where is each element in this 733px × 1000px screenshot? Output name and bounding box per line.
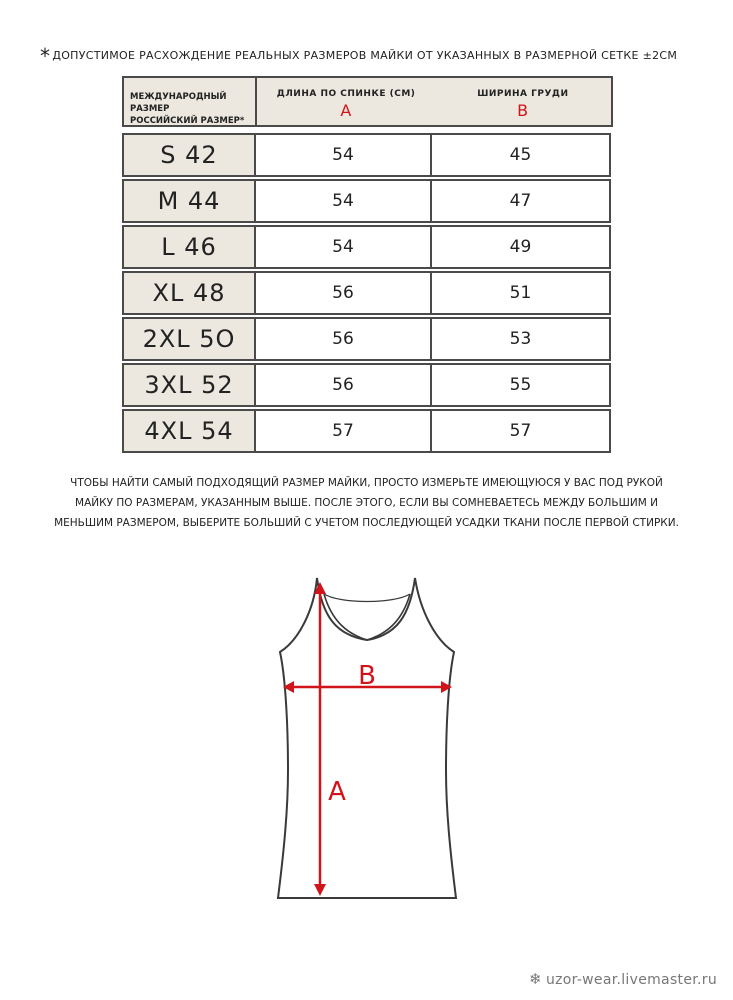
table-header — [122, 76, 613, 127]
header-size-cell — [124, 78, 257, 125]
instructions-line: МЕНЬШИМ РАЗМЕРОМ, ВЫБЕРИТЕ БОЛЬШИЙ С УЧЕТОМ ПОСЛЕДУЮЩЕЙ УСАДКИ ТКАНИ ПОСЛЕ ПЕРВОЙ СТИРКИ. — [54, 517, 679, 529]
header-chest-label: ШИРИНА ГРУДИ — [477, 89, 569, 99]
table-row — [122, 225, 613, 271]
watermark-text: uzor-wear.livemaster.ru — [545, 972, 717, 988]
header-chest-letter: B — [517, 101, 529, 120]
chest-cell: 53 — [430, 317, 611, 361]
label-a: A — [328, 777, 346, 807]
table-row — [122, 363, 613, 409]
size-cell: 4XL 54 — [122, 409, 256, 453]
chest-cell: 55 — [430, 363, 611, 407]
table-row — [122, 133, 613, 179]
length-cell: 56 — [254, 271, 432, 315]
instructions-line: ЧТОБЫ НАЙТИ САМЫЙ ПОДХОДЯЩИЙ РАЗМЕР МАЙКИ, ПРОСТО ИЗМЕРЬТЕ ИМЕЮЩУЮСЯ У ВАС ПОД РУКОЙ — [70, 477, 663, 489]
header-chest-cell — [435, 78, 611, 125]
header-length-cell — [257, 78, 434, 125]
neckline-back — [324, 594, 410, 602]
size-cell: XL 48 — [122, 271, 256, 315]
length-cell: 56 — [254, 363, 432, 407]
chest-cell: 47 — [430, 179, 611, 223]
instructions-line: МАЙКУ ПО РАЗМЕРАМ, УКАЗАННЫМ ВЫШЕ. ПОСЛЕ ЭТОГО, ЕСЛИ ВЫ СОМНЕВАЕТЕСЬ МЕЖДУ БОЛЬШИМ И — [75, 497, 658, 509]
snowflake-icon: ❄ — [529, 970, 542, 988]
length-cell: 54 — [254, 179, 432, 223]
size-cell: 3XL 52 — [122, 363, 256, 407]
asterisk: * — [40, 44, 51, 68]
header-length-letter: A — [340, 101, 352, 120]
table-row — [122, 409, 613, 455]
size-cell: S 42 — [122, 133, 256, 177]
tank-top-svg — [270, 570, 470, 905]
chest-cell: 49 — [430, 225, 611, 269]
table-row — [122, 271, 613, 317]
tank-top-outline — [278, 578, 456, 898]
site-watermark — [529, 970, 717, 988]
chest-cell: 51 — [430, 271, 611, 315]
length-cell: 57 — [254, 409, 432, 453]
table-row — [122, 317, 613, 363]
size-cell: L 46 — [122, 225, 256, 269]
size-cell: 2XL 5O — [122, 317, 256, 361]
length-cell: 54 — [254, 133, 432, 177]
tolerance-text: ДОПУСТИМОЕ РАСХОЖДЕНИЕ РЕАЛЬНЫХ РАЗМЕРОВ МАЙКИ ОТ УКАЗАННЫХ В РАЗМЕРНОЙ СЕТКЕ ±2СМ — [52, 49, 678, 62]
measuring-instructions — [40, 473, 693, 533]
size-table — [122, 133, 613, 455]
size-cell: M 44 — [122, 179, 256, 223]
header-intl-size: МЕЖДУНАРОДНЫЙ РАЗМЕР — [130, 92, 227, 114]
header-length-label: ДЛИНА ПО СПИНКЕ (СМ) — [276, 89, 416, 99]
table-row — [122, 179, 613, 225]
chest-cell: 57 — [430, 409, 611, 453]
tank-top-diagram — [270, 570, 470, 905]
length-cell: 54 — [254, 225, 432, 269]
length-cell: 56 — [254, 317, 432, 361]
label-b: B — [358, 661, 376, 691]
tolerance-note — [40, 40, 720, 68]
header-ru-size: РОССИЙСКИЙ РАЗМЕР* — [130, 116, 245, 126]
chest-cell: 45 — [430, 133, 611, 177]
